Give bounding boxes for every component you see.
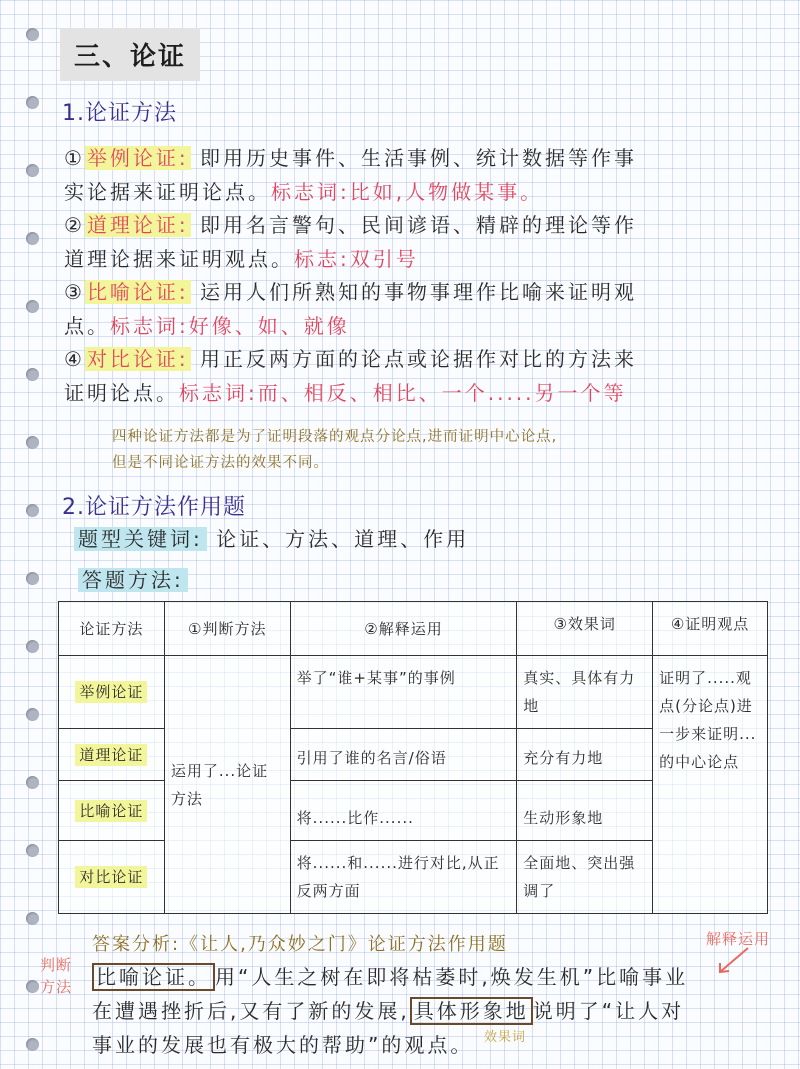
table-cell-explain: 将......比作...... xyxy=(290,781,517,841)
note-line: 但是不同论证方法的效果不同。 xyxy=(112,455,329,471)
analysis-text: 说明了“让人对 xyxy=(532,999,685,1023)
binder-hole xyxy=(26,368,39,381)
note-line: 四种论证方法都是为了证明段落的观点分论点,进而证明中心论点, xyxy=(112,429,558,445)
method-name: 对比论证: xyxy=(86,347,189,371)
binder-hole xyxy=(26,776,39,789)
binder-hole xyxy=(26,708,39,721)
method-mark: 标志词:好像、如、就像 xyxy=(110,314,350,338)
method-num: ① xyxy=(64,146,85,170)
binder-hole xyxy=(26,300,39,313)
method-label: 比喻论证 xyxy=(75,800,147,822)
method-name: 比喻论证: xyxy=(86,280,189,304)
binder-holes xyxy=(26,28,46,1068)
keywords-line xyxy=(74,522,469,556)
table-header: ②解释运用 xyxy=(290,602,517,656)
boxed-effect: 具体形象地 xyxy=(410,997,533,1025)
method-desc: 道理论据来证明观点。 xyxy=(64,247,294,271)
keywords-label: 题型关键词: xyxy=(74,527,207,551)
method-label: 举例论证 xyxy=(75,681,147,703)
section1-heading: 1.论证方法 xyxy=(62,101,177,126)
answer-label-text: 答题方法: xyxy=(78,568,188,592)
method-mark: 标志:双引号 xyxy=(294,247,419,271)
label-judge-method: 判断方法 xyxy=(40,956,73,996)
answer-method-label xyxy=(78,563,188,597)
table-header-row xyxy=(59,602,768,656)
table-cell-effect: 全面地、突出强调了 xyxy=(517,841,653,914)
section2-heading: 2.论证方法作用题 xyxy=(62,495,246,520)
method-item-1 xyxy=(64,141,637,209)
binder-hole xyxy=(26,28,39,41)
method-desc: 用正反两方面的论点或论据作对比的方法来 xyxy=(200,347,638,371)
table-header: ③效果词 xyxy=(517,602,653,656)
arrow-icon xyxy=(712,946,752,976)
binder-hole xyxy=(26,572,39,585)
method-label: 对比论证 xyxy=(75,866,147,888)
method-label: 道理论证 xyxy=(75,744,147,766)
analysis-body xyxy=(92,960,688,1062)
binder-hole xyxy=(26,980,39,993)
method-desc: 点。 xyxy=(64,314,110,338)
analysis-text: 事业的发展也有极大的帮助”的观点。 xyxy=(92,1033,474,1057)
method-name: 道理论证: xyxy=(86,213,189,237)
binder-hole xyxy=(26,164,39,177)
method-num: ② xyxy=(64,213,85,237)
table-cell-explain: 引用了谁的名言/俗语 xyxy=(290,729,517,781)
table-cell-method xyxy=(59,841,165,914)
table-cell-method xyxy=(59,781,165,841)
binder-hole xyxy=(26,844,39,857)
method-mark: 标志词:而、相反、相比、一个.....另一个等 xyxy=(179,381,627,405)
analysis-title: 答案分析:《让人,乃众妙之门》论证方法作用题 xyxy=(92,934,508,955)
binder-hole xyxy=(26,504,39,517)
keywords-value: 论证、方法、道理、作用 xyxy=(216,527,470,551)
label-effect-word: 效果词 xyxy=(484,1030,527,1045)
page-title: 三、论证 xyxy=(60,28,200,81)
table-cell-effect: 真实、具体有力地 xyxy=(517,656,653,729)
binder-hole xyxy=(26,912,39,925)
table-header: ①判断方法 xyxy=(164,602,290,656)
methods-note xyxy=(112,424,557,476)
binder-hole xyxy=(26,436,39,449)
method-desc: 实论据来证明论点。 xyxy=(64,180,271,204)
table-header: 论证方法 xyxy=(59,602,165,656)
method-desc: 即用历史事件、生活事例、统计数据等作事 xyxy=(200,146,638,170)
binder-hole xyxy=(26,1038,39,1051)
table-cell-explain: 将......和......进行对比,从正反两方面 xyxy=(290,841,517,914)
method-item-3 xyxy=(64,275,637,343)
binder-hole xyxy=(26,640,39,653)
table-cell-prove: 证明了.....观点(分论点)进一步来证明...的中心论点 xyxy=(653,656,768,914)
method-desc: 证明论点。 xyxy=(64,381,179,405)
method-mark: 标志词:比如,人物做某事。 xyxy=(271,180,544,204)
table-row xyxy=(59,656,768,729)
boxed-judge: 比喻论证。 xyxy=(92,963,215,991)
table-header: ④证明观点 xyxy=(653,602,768,656)
method-item-4 xyxy=(64,342,637,410)
method-num: ④ xyxy=(64,347,85,371)
method-desc: 运用人们所熟知的事物事理作比喻来证明观 xyxy=(200,280,638,304)
method-num: ③ xyxy=(64,280,85,304)
label-explain-use: 解释运用 xyxy=(706,930,771,948)
method-table xyxy=(58,601,768,914)
method-desc: 即用名言警句、民间谚语、精辟的理论等作 xyxy=(200,213,638,237)
table-cell-judge: 运用了...论证方法 xyxy=(164,656,290,914)
binder-hole xyxy=(26,96,39,109)
analysis-text: 用“人生之树在即将枯萎时,焕发生机”比喻事业 xyxy=(215,965,689,989)
analysis-text: 在遭遇挫折后,又有了新的发展, xyxy=(92,999,410,1023)
table-cell-explain: 举了“谁+某事”的事例 xyxy=(290,656,517,729)
method-name: 举例论证: xyxy=(86,146,189,170)
binder-hole xyxy=(26,232,39,245)
table-cell-method xyxy=(59,729,165,781)
method-item-2 xyxy=(64,208,637,276)
table-cell-effect: 生动形象地 xyxy=(517,781,653,841)
table-cell-method xyxy=(59,656,165,729)
table-cell-effect: 充分有力地 xyxy=(517,729,653,781)
